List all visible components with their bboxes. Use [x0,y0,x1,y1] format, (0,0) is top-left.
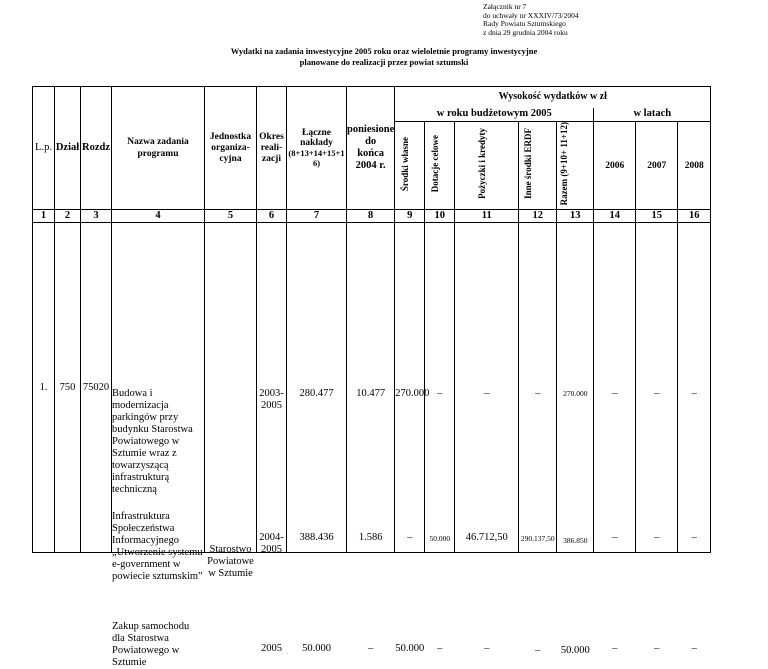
row-poniesione: 10.477 1.586 – [347,223,395,553]
header-wysokosc: Wysokość wydatków w zł [395,87,711,108]
header-nazwa: Nazwa zadania programu [112,87,205,210]
header-w-roku: w roku budżetowym 2005 [395,108,594,122]
row-lp: 1. [33,223,55,553]
note-line: do uchwały nr XXXIV/73/2004 [483,10,579,20]
row-dzial: 750 [55,223,81,553]
column-number: 14 [594,210,636,223]
header-inne: Inne środki ERDF [519,122,557,210]
column-number: 9 [395,210,425,223]
column-number: 11 [455,210,519,223]
table-row [33,223,711,553]
column-numbers-row [33,210,711,223]
column-number: 1 [33,210,55,223]
title-line: Wydatki na zadania inwestycyjne 2005 roku oraz wieloletnie programy inwestycyjne [230,46,538,56]
header-rozdz: Rozdz [81,87,112,210]
header-pozyczki: Pożyczki i kredyty [455,122,519,210]
column-number: 6 [257,210,287,223]
row-okres: 2003- 2005 2004- 2005 2005 [257,223,287,553]
row-inne: – 290.137,50 – [519,223,557,553]
header-jednostka: Jednostka organiza- cyjna [205,87,257,210]
column-number: 15 [636,210,678,223]
column-number: 16 [678,210,711,223]
attachment-note [483,3,579,37]
column-number: 4 [112,210,205,223]
row-2007: – – – [636,223,678,553]
task-name: Infrastruktura Społeczeństwa Informacyjnego „Utworzenie systemu e-government w powiecie sztumskim” [112,510,203,582]
task-names [112,223,205,668]
row-srodki: 270.000 – 50.000 [395,223,425,553]
row-rozdz: 75020 [81,223,112,553]
investment-table [32,86,711,668]
header-lp: L.p. [33,87,55,210]
header-srodki-wlasne: Środki własne [395,122,425,210]
header-laczne: Łączne nakłady (8+13+14+15+1 6) [287,87,347,210]
task-name: Zakup samochodu dla Starostwa Powiatowego w Sztumie [112,620,190,668]
title-line: planowane do realizacji przez powiat sztumski [299,57,469,67]
note-line: z dnia 29 grudnia 2004 roku [483,27,568,37]
note-line: Rady Powiatu Sztumskiego [483,19,566,29]
header-poniesione: poniesione do końca 2004 r. [347,87,395,210]
column-number: 7 [287,210,347,223]
header-w-latach: w latach [594,108,711,122]
column-number: 2 [55,210,81,223]
page-title [0,46,768,68]
column-number: 3 [81,210,112,223]
row-dotacje: – 50.000 – [425,223,455,553]
row-razem: 270.000 386.850 50.000 [557,223,594,553]
column-number: 10 [425,210,455,223]
column-number: 5 [205,210,257,223]
header-2007: 2007 [636,122,678,210]
row-pozyczki: – 46.712,50 – [455,223,519,553]
row-2008: – – – [678,223,711,553]
column-number: 13 [557,210,594,223]
header-razem: Razem (9+10+ 11+12) [557,122,594,210]
row-jednostka: Starostwo Powiatowe w Sztumie [205,223,257,553]
note-line: Załącznik nr 7 [483,2,527,11]
header-dotacje: Dotacje celowe [425,122,455,210]
header-dzial: Dział [55,87,81,210]
column-number: 8 [347,210,395,223]
header-2006: 2006 [594,122,636,210]
row-laczne: 280.477 388.436 50.000 [287,223,347,553]
header-okres: Okres reali- zacji [257,87,287,210]
column-number: 12 [519,210,557,223]
row-2006: – – – [594,223,636,553]
task-name: Budowa i modernizacja parkingów przy budynku Starostwa Powiatowego w Sztumie wraz z towarzyszącą infrastrukturą techniczną [112,387,193,495]
header-2008: 2008 [678,122,711,210]
